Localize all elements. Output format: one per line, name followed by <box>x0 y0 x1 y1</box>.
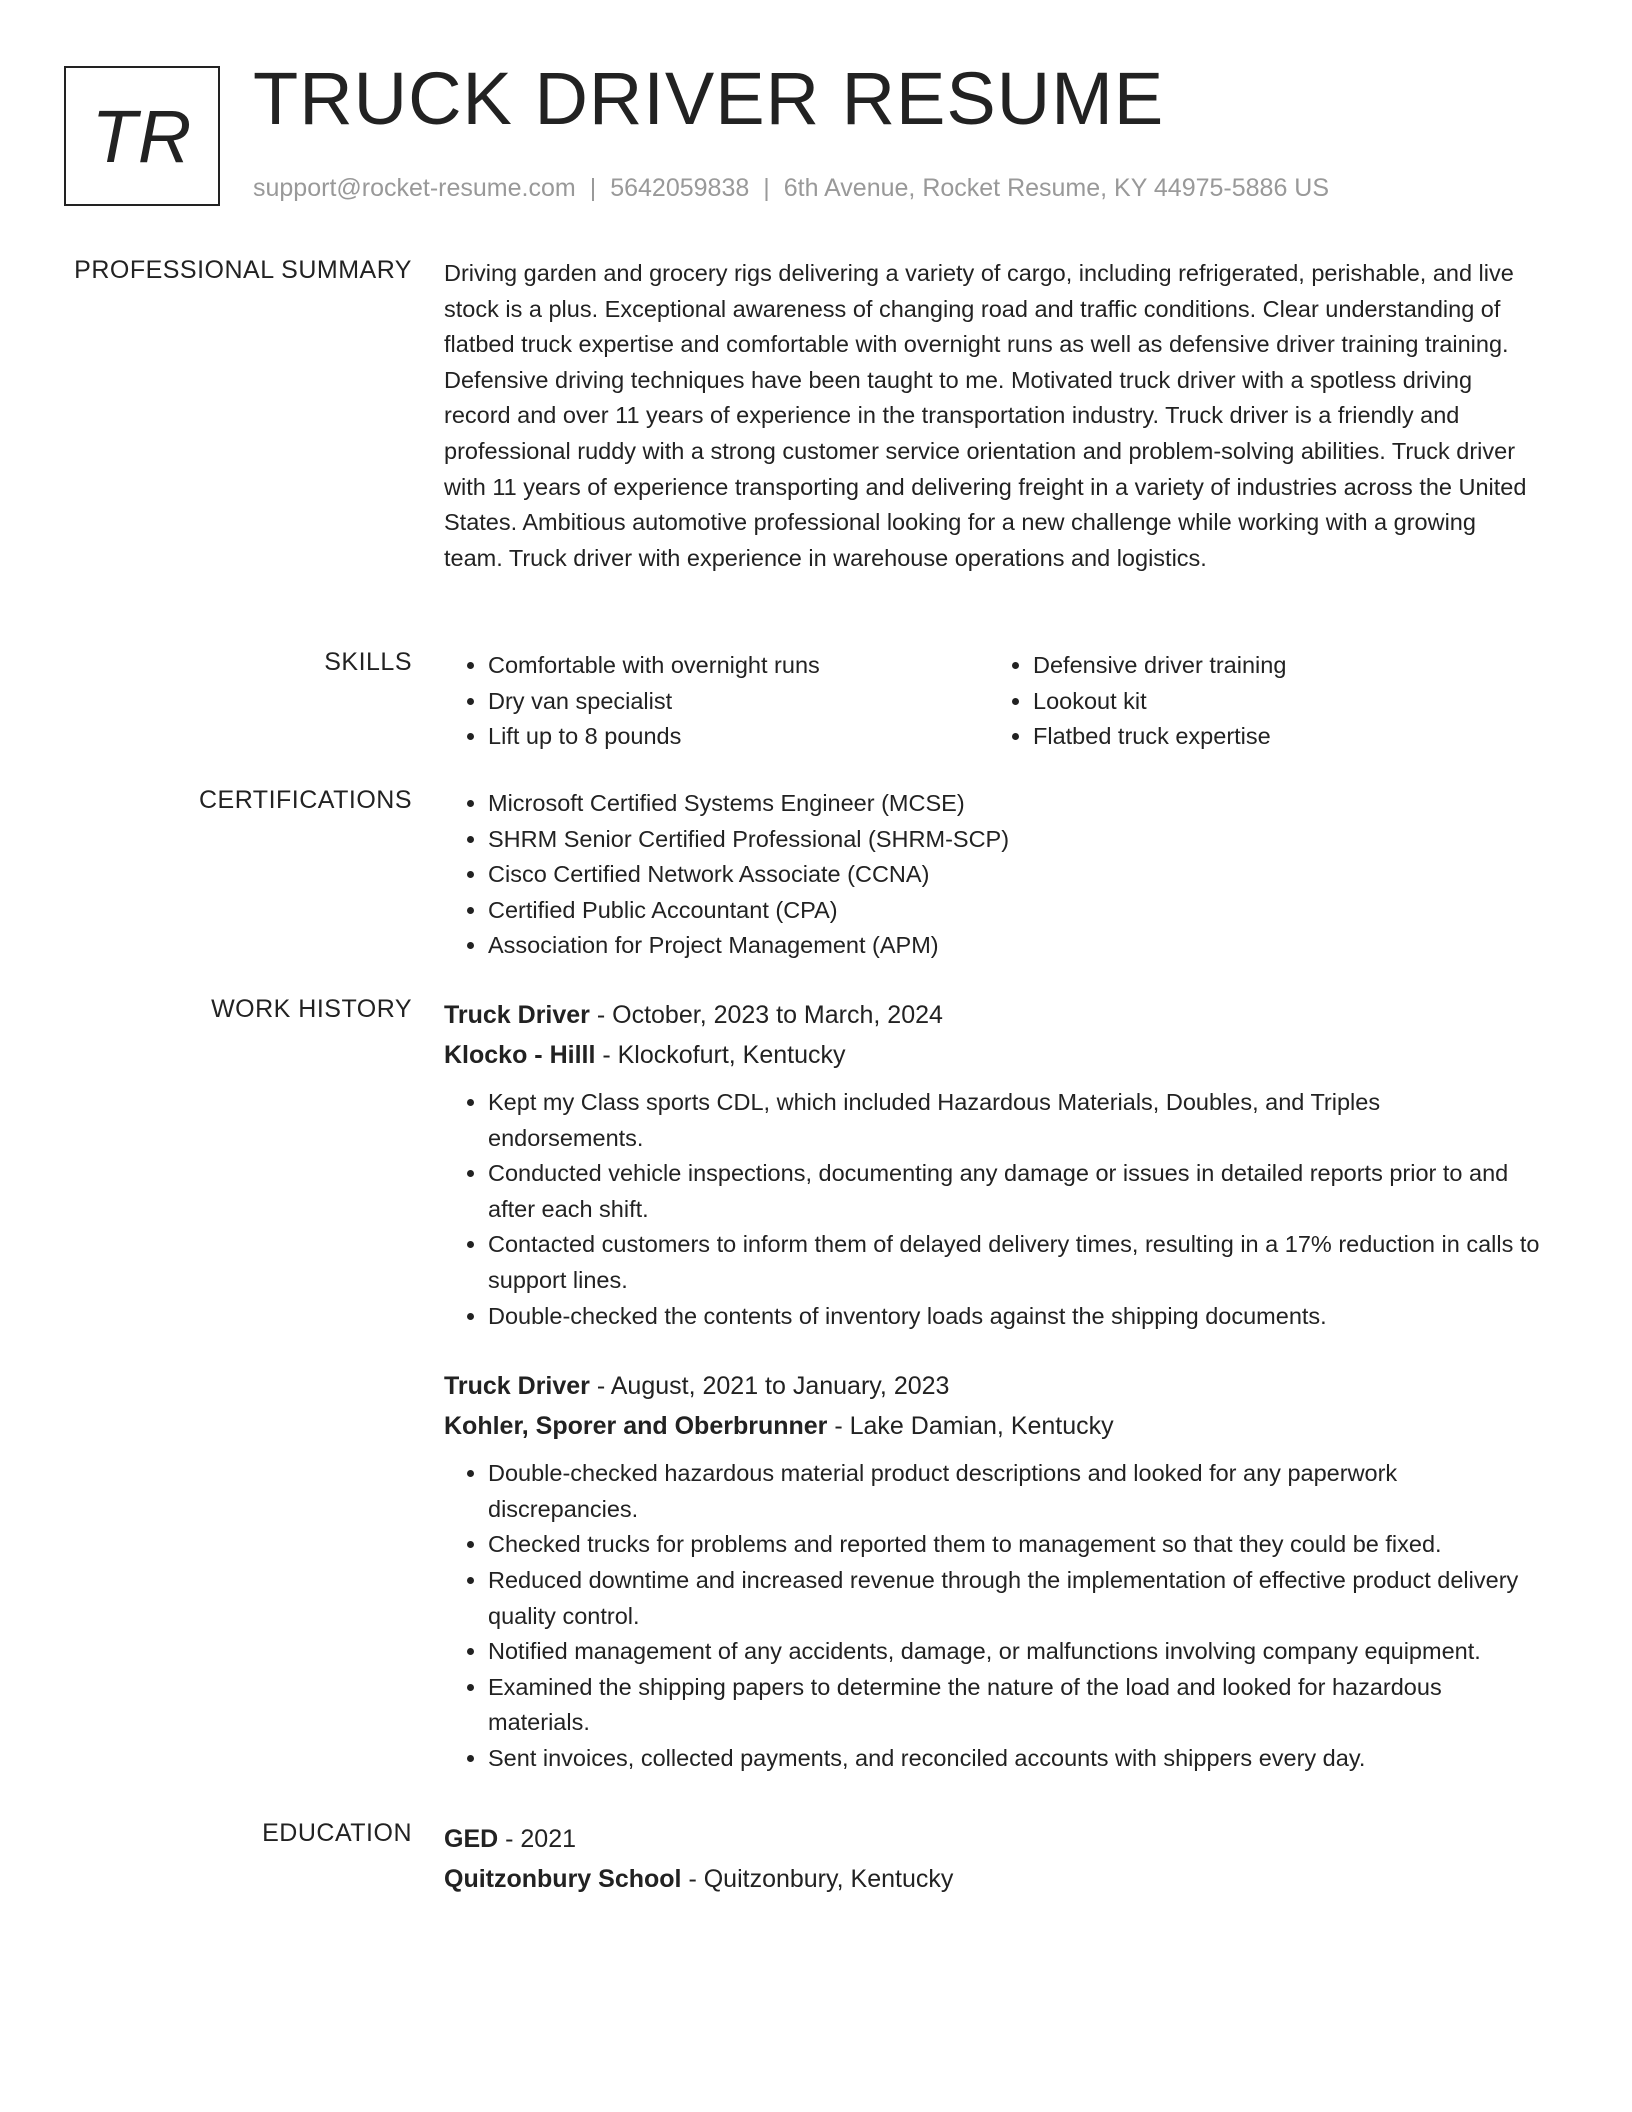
certification-item: • Microsoft Certified Systems Engineer (MCSE) <box>488 786 1540 822</box>
contact-phone[interactable]: 5642059838 <box>610 174 750 202</box>
job-bullet: • Kept my Class sports CDL, which included Hazardous Materials, Doubles, and Triples endorsements. <box>488 1085 1540 1156</box>
job-dates: - October, 2023 to March, 2024 <box>589 1001 943 1029</box>
contact-line <box>253 174 1329 203</box>
job-role: Truck Driver <box>444 1372 590 1401</box>
resume-title: TRUCK DRIVER RESUME <box>253 57 1165 140</box>
certification-item: • Cisco Certified Network Associate (CCNA) <box>488 857 1540 893</box>
education-heading: EDUCATION <box>262 1819 412 1847</box>
job-dates: - August, 2021 to January, 2023 <box>589 1372 950 1401</box>
skill-item: • Lookout kit <box>1033 684 1534 720</box>
certification-item: • Certified Public Accountant (CPA) <box>488 893 1540 929</box>
job-bullet: • Checked trucks for problems and reported them to management so that they could be fixed. <box>488 1527 1540 1563</box>
skill-item: • Dry van specialist <box>488 684 989 720</box>
job-bullet: • Double-checked hazardous material product descriptions and looked for any paperwork discrepancies. <box>488 1456 1540 1527</box>
job-company-line <box>444 1406 1540 1446</box>
skill-item: • Defensive driver training <box>1033 648 1534 684</box>
job-bullet: • Double-checked the contents of inventory loads against the shipping documents. <box>488 1299 1540 1335</box>
job-role: Truck Driver <box>444 1001 590 1029</box>
job-location: - Klockofurt, Kentucky <box>595 1041 846 1069</box>
education-school-line <box>444 1859 1540 1899</box>
skill-item: • Lift up to 8 pounds <box>488 719 989 755</box>
job-location: - Lake Damian, Kentucky <box>827 1412 1114 1441</box>
job-bullet: • Contacted customers to inform them of delayed delivery times, resulting in a 17% reduction in calls to support lines. <box>488 1227 1540 1298</box>
job-company-line <box>444 1035 1540 1075</box>
contact-separator: | <box>589 174 597 202</box>
job-company: Klocko - Hilll <box>444 1041 596 1069</box>
certifications-list <box>444 786 1540 964</box>
skill-item: • Flatbed truck expertise <box>1033 719 1534 755</box>
work-history-heading: WORK HISTORY <box>211 995 412 1023</box>
summary-text: Driving garden and grocery rigs delivering a variety of cargo, including refrigerated, perishable, and live stock is a plus. Exceptional awareness of changing road and traffic conditions. Clear understanding of flatbed truck expertise and comfortable with overnight runs as well as defensive driver training training. Defensive driving techniques have been taught to me. Motivated truck driver with a spotless driving record and over 11 years of experience in the transportation industry. Truck driver is a friendly and professional ruddy with a strong customer service orientation and problem-solving abilities. Truck driver with 11 years of experience transporting and delivering freight in a variety of industries across the United States. Ambitious automotive professional looking for a new challenge while working with a growing team. Truck driver with experience in warehouse operations and logistics. <box>444 260 1527 571</box>
certifications-heading: CERTIFICATIONS <box>198 786 412 814</box>
job-bullet: • Sent invoices, collected payments, and reconciled accounts with shippers every day. <box>488 1741 1540 1777</box>
job-bullet: • Examined the shipping papers to determine the nature of the load and looked for hazardous materials. <box>488 1670 1540 1741</box>
skill-item: • Comfortable with overnight runs <box>488 648 989 684</box>
education-degree: GED <box>444 1825 499 1853</box>
monogram-initials: TR <box>91 94 193 178</box>
education-degree-line <box>444 1819 1540 1859</box>
education-location: - Quitzonbury, Kentucky <box>681 1865 954 1893</box>
job-title-line <box>444 995 1540 1035</box>
certification-item: • SHRM Senior Certified Professional (SHRM-SCP) <box>488 822 1540 858</box>
monogram-logo <box>64 66 220 206</box>
education-year: - 2021 <box>498 1825 577 1853</box>
job-bullet: • Reduced downtime and increased revenue through the implementation of effective product delivery quality control. <box>488 1563 1540 1634</box>
skills-heading: SKILLS <box>324 648 412 676</box>
education-school: Quitzonbury School <box>444 1865 682 1893</box>
job-bullet: • Notified management of any accidents, damage, or malfunctions involving company equipment. <box>488 1634 1540 1670</box>
contact-address: 6th Avenue, Rocket Resume, KY 44975-5886 US <box>783 174 1330 202</box>
job-company: Kohler, Sporer and Oberbrunner <box>444 1412 828 1441</box>
job-entry <box>444 995 1540 1334</box>
contact-separator: | <box>763 174 770 202</box>
skills-list-left <box>444 648 989 755</box>
job-entry <box>444 1366 1540 1776</box>
job-title-line <box>444 1366 1540 1406</box>
certification-item: • Association for Project Management (APM) <box>488 928 1540 964</box>
contact-email[interactable]: support@rocket-resume.com <box>253 174 576 202</box>
job-bullet: • Conducted vehicle inspections, documenting any damage or issues in detailed reports prior to and after each shift. <box>488 1156 1540 1227</box>
summary-heading: PROFESSIONAL SUMMARY <box>74 256 412 284</box>
job-bullets <box>444 1456 1540 1776</box>
skills-list-right <box>989 648 1534 755</box>
job-bullets <box>444 1085 1540 1334</box>
